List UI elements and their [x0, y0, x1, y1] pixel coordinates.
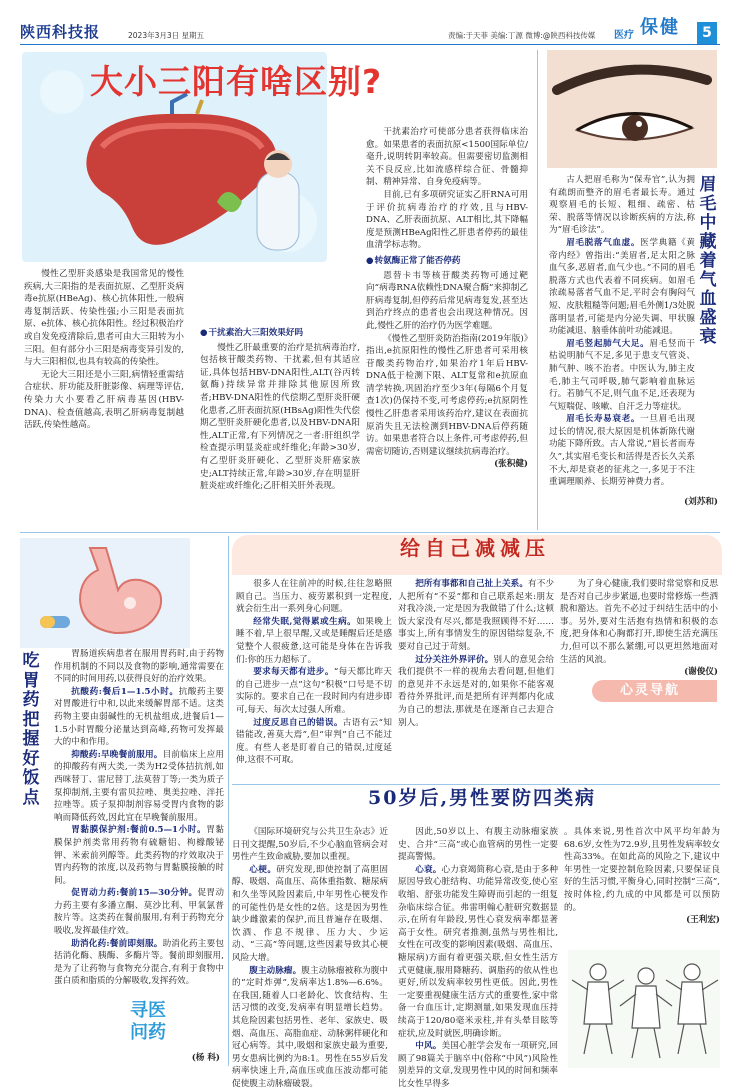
- men-col-2: 因此,50岁以上、有腹主动脉瘤家族史、合并“三高”或心血管病的男性一定要提高警惕。 心衰。心力衰竭简称心衰,是由于多种原因导致心脏结构、功能异常改变,使心室收缩、舒张功能发生障碍而引起的一组复杂临床综合征。弗雷明翰心脏研究数据显示,在所有年龄段,男性心衰发病率都显著高于女性。研究者推测,虽然与男性相比,女性在可改变的影响因素(吸烟、高血压、糖尿病)方面有着更强关联,但女性生活方式更健康,服用降糖药、调脂药的依从性也更好,所以发病率较男性更低。因此,男性一定要重视健康生活方式的重要性,家中常备一台血压计,定期测量,如果发现血压持续高于120/80毫米汞柱,并有头晕目眩等症状,应及时就医,明确诊断。 中风。美国心脏学会发布一项研究,回顾了98篇关于脑卒中(俗称“中风”)风险性别差异的文章,发现男性中风的时间和频率比女性早得多: [398, 827, 558, 1089]
- eyebrow-byline: (刘苏和): [684, 497, 718, 507]
- eyebrow-article-title: 眉毛中藏着气血盛衰: [699, 175, 717, 347]
- hepatitis-para: 干扰素治疗可使部分患者获得临床治愈。如果患者的表面抗原<1500国际单位/毫升,说明转阴率较高。但需要密切监测相关不良反应,比如流感样综合征、骨髓抑制、精神异常、自身免疫病等。: [366, 127, 528, 188]
- stomach-illustration: [20, 538, 190, 648]
- stress-byline: (谢俊仪): [684, 667, 718, 678]
- medicine-para: 胃黏膜保护剂:餐前0.5—1小时。胃黏膜保护剂类常用药物有硫糖铝、枸橼酸铋钾、米索前列醇等。此类药物的疗效取决于胃内药物的浓度,以及药物与胃黏膜接触的时间。: [54, 825, 224, 886]
- header-rule: [20, 44, 720, 45]
- medicine-article-title: 吃胃药把握好饭点: [22, 651, 40, 808]
- medicine-para: 促胃动力药:餐前15—30分钟。促胃动力药主要有多潘立酮、莫沙比利、甲氧氯普胺片等。这类药在餐前服用,有利于药物充分吸收,发挥最佳疗效。: [54, 888, 224, 937]
- stress-col-1: 很多人在往前冲的时候,往往忽略照顾自己。当压力、疲劳累积到一定程度,就会衍生出一系列身心问题。 经常失眠,觉得累或生病。如果晚上睡不着,早上很早醒,又或是睡醒后还是感觉整个人很疲惫,这可能是身体在告诉我们:你的压力超标了。 要求每天都有进步。“每天都比昨天的自己进步一点”这句“积极”口号是不切实际的。要求自己在一段时间内有进步即可,每天、每次太过强人所难。 过度反思自己的错误。古语有云“知错能改,善莫大焉”,但“审判”自己不能过度。有些人老是盯着自己的错误,过度延伸,这很不可取。: [236, 579, 392, 766]
- editor-credits: 责编:于天菲 美编:丁源 微博:@陕西科技传媒: [448, 31, 596, 40]
- hepatitis-para: 慢性乙型肝炎感染是我国常见的慢性疾病,大三阳指的是表面抗原、乙型肝炎病毒e抗原(HBeAg)、核心抗体阳性,一般病毒复制活跃、传染性强;小三阳是表面抗原、e抗体、核心抗体阳性。经过积极治疗或自发免疫清除后,患者可由大三阳转为小三阳。但有部分小三阳是病毒变异引发的,与大三阳相似,也具有较高的传染性。: [24, 269, 184, 368]
- hepatitis-para: 慢性乙肝最重要的治疗是抗病毒治疗,包括核苷酸类药物、干扰素,但有其适应证,具体包括HBV-DNA阳性,ALT(谷丙转氨酶)持续异常并排除其他原因所致者;HBV-DNA阳性的代偿期乙型肝炎肝硬化患者,乙肝表面抗原(HBsAg)阳性失代偿期乙型肝炎肝硬化患者,以及HBV-DNA阳性,ALT正常,有下列情况之一者:肝组织学检查提示明显炎症或纤维化;年龄>30岁,有乙型肝炎肝硬化、乙型肝炎肝癌家族史;ALT持续正常,年龄>30岁,存在明显肝脏炎症或纤维化;乙肝相关肝外表现。: [200, 342, 360, 492]
- column-divider: [228, 536, 229, 1066]
- article-title-hepatitis: 大小三阳有啥区别?: [90, 62, 383, 101]
- hepatitis-col-2: [200, 324, 360, 493]
- hepatitis-col-1: [24, 268, 184, 432]
- stress-col-3: 为了身心健康,我们要时常觉察和反思是否对自己步步紧逼,也要时常修炼一些洒脱和豁达。首先不必过于纠结生活中的小事。另外,要对生活抱有热情和积极的态度,把身体和心胸都打开,即使生活充满压力,但可以不那么紧绷,可以更坦然地面对生活的风浪。 (谢俊仪): [560, 579, 718, 678]
- medicine-body: [54, 648, 224, 988]
- hepatitis-para: 目前,已有多项研究证实乙肝RNA可用于评价抗病毒治疗的疗效,且与HBV-DNA、乙肝表面抗原、ALT相比,其下降幅度是预测HBeAg阳性乙肝患者停药的最佳血清学标志物。: [366, 189, 528, 251]
- eyebrow-para: 眉毛竖起肺气大足。眉毛竖而干枯说明肺气不足,多见于患支气管炎、肺气肿、咳不治者。中医认为,肺主皮毛,肺主气司呼吸,肺气影响着血脉运行。若肺气不足,则气血不足,还表现为气短喘促、咳嗽、自汗乏力等症状。: [549, 338, 695, 412]
- men-col-1: 《国际环境研究与公共卫生杂志》近日刊文提醒,50岁后,不少心脑血管病会对男性产生致命威胁,要加以重视。 心梗。研究发现,即使控制了高胆固醇、吸烟、高血压、高体重指数、糖尿病和久坐等风险因素后,中年男性心梗发作的可能性仍是女性的2倍。这是因为男性缺少雌激素的保护,而且普遍存在吸烟、饮酒、作息不规律、压力大、少运动、“三高”等问题,这些因素导致其心梗风险大增。 腹主动脉瘤。腹主动脉瘤被称为腹中的“定时炸弹”,发病率达1.8%—6.6%。在我国,随着人口老龄化、饮食结构、生活习惯的改变,发病率有明显增长趋势。其危险因素包括男性、老年、家族史、吸烟、高血压、高脂血症、动脉粥样硬化和冠心病等。其中,吸烟和家族史最为重要,男女患病比例约为8:1。男性在55岁后发病率快速上升,高血压或血压波动都可能促使腹主动脉瘤破裂。: [232, 827, 388, 1089]
- issue-date: 2023年3月3日 星期五: [128, 31, 205, 40]
- page-number: 5: [697, 22, 717, 44]
- section-divider: [20, 532, 720, 533]
- hepatitis-col-3: [366, 126, 528, 471]
- exercise-illustration: [568, 950, 720, 1068]
- eyebrow-para: 眉毛长寿易衰老。一旦眉毛出现过长的情况,很大原因是机体新陈代谢功能下降所致。古人常说,“眉长者而寿久”,其实眉毛变长和活得是否长久关系不大,却是衰老的征兆之一,多见于不注重调理顺养、长期劳神费力者。: [549, 414, 695, 488]
- masthead-logo: 陕西科技报: [20, 23, 101, 41]
- eyebrow-para: 眉毛脱落气血虚。医学典籍《黄帝内经》曾指出:“美眉者,足太阳之脉血气多,恶眉者,血气少也。”不同的眉毛脱落方式也代表着不同疾病。如眉毛浓疏易落者气血不足,平时会有胸闷气短、皮肤粗糙等问题;眉毛外侧1/3处脱落明显者,可能是内分泌失调、甲状腺功能减退、脑垂体前叶功能减退。: [549, 237, 695, 337]
- medicine-para: 抗酸药:餐后1—1.5小时。抗酸药主要对胃酸进行中和,以此来缓解胃部不适。这类药物主要由弱碱性的无机盐组成,进餐后1—1.5小时胃酸分泌量达到高峰,药物可发挥最大的中和作用。: [54, 686, 224, 748]
- hepatitis-subhead: ● 转氨酶正常了能否停药: [366, 255, 528, 268]
- hepatitis-para: 《慢性乙型肝炎防治指南(2019年版)》指出,e抗原阳性的慢性乙肝患者可采用核苷酸类药物治疗,如果治疗1年后HBV-DNA低于检测下限、ALT复常和e抗原血清学转换,巩固治疗至少3年(每隔6个月复查1次)仍保持不变,可考虑停药;e抗原阴性慢性乙肝患者采用该药治疗,建议在表面抗原消失且无法检测到HBV-DNA后停药随访。如果患者符合以上条件,可考虑停药,但需密切随访,否则建议继续抗病毒治疗。: [366, 333, 528, 457]
- hepatitis-subhead: ● 干扰素治大三阳效果好吗: [200, 327, 360, 340]
- medicine-para: 助消化药:餐前即刻服。助消化药主要包括消化酶、胰酶、多酶片等。餐前即刻服用,是为了让药物与食物充分混合,有利于食物中蛋白质和脂质的分解吸收,发挥药效。: [54, 938, 224, 987]
- medicine-byline: (杨 科): [191, 1053, 220, 1063]
- men-para-continued: 。具体来说,男性首次中风平均年龄为68.6岁,女性为72.9岁,且男性发病率较女性高33%。在如此高的风险之下,建议中年男性一定要控制危险因素,只要保证良好的生活习惯,平衡身心,同时控制“三高”,按时体检,约九成的中风都是可以预防的。: [564, 827, 720, 913]
- eyebrow-byline-box: [640, 496, 718, 509]
- page-header: [0, 0, 735, 46]
- eyebrow-lead: 眉毛长寿易衰老。: [566, 414, 641, 425]
- stomach-icon: [20, 538, 190, 648]
- hepatitis-byline: (张积健): [494, 459, 528, 470]
- section-tag-small: 医疗: [614, 30, 634, 41]
- eye-icon: [547, 50, 717, 168]
- stress-col-2: 把所有事都和自己扯上关系。有不少人把所有“不妥”都和自己联系起来:朋友对我冷淡,一定是因为我做错了什么;这顿饭大家没有尽兴,都是我照顾得不好……事实上,所有事情发生的原因错综复杂,不要对自己过于苛刻。 过分关注外界评价。别人的意见会给我们提供不一样的视角去看问题,但他们的意见并不永远是对的,如果你不能客观看待外界批评,而是把所有评判都内化成为自己的想法,那就是在逐渐自己去迎合别人。: [398, 579, 554, 728]
- tai-chi-icon: [568, 950, 720, 1068]
- hepatitis-para: 恩替卡韦等核苷酸类药物可通过靶向“病毒RNA依赖性DNA聚合酶”来抑制乙肝病毒复制,但停药后常见病毒复发,甚至达到治疗终点的患者也会出现这种情况。因此,慢性乙肝的治疗仍为医学难题。: [366, 270, 528, 331]
- column-divider: [537, 50, 538, 530]
- section-tag-big: 保健: [640, 17, 680, 38]
- mind-navigation-tag: 心灵导航: [592, 680, 717, 702]
- eyebrow-para: 古人把眉毛称为“保寿官”,认为拥有疏朗而整齐的眉毛者最长寿。通过观察眉毛的长短、粗细、疏密、枯荣、脱落等情况以诊断疾病的方法,称为“眉毛诊法”。: [549, 175, 695, 236]
- men-article-title: 50岁后,男性要防四类病: [368, 787, 597, 809]
- medicine-para: 胃肠道疾病患者在服用胃药时,由于药物作用机制的不同以及食物的影响,通常需要在不同的时间用药,以获得良好的治疗效果。: [54, 649, 224, 685]
- men-col-3: [564, 826, 720, 927]
- hepatitis-para: 无论大三阳还是小三阳,病情轻重需结合症状、肝功能及肝脏影像、病理等评估,传染力大小要看乙肝病毒基因(HBV-DNA)、检查值越高,表明乙肝病毒复制越活跃,传染性越高。: [24, 369, 184, 431]
- eyebrow-lead: 眉毛脱落气血虚。: [566, 237, 641, 248]
- medicine-para: 抑酸药:早晚餐前服用。目前临床上应用的抑酸药有两大类,一类为H2受体拮抗剂,如西咪替丁、雷尼替丁,法莫替丁等;一类为质子泵抑制剂,主要有雷贝拉唑、奥美拉唑、泮托拉唑等。质子泵抑制剂容易受胃内食物的影响而降低药效,因此宜在早晚餐前服用。: [54, 749, 224, 823]
- eyebrow-lead: 眉毛竖起肺气大足。: [566, 338, 650, 349]
- men-byline: (王利宏): [686, 915, 720, 926]
- eyebrow-body: [549, 174, 695, 489]
- stress-article-title: 给自己减减压: [400, 536, 550, 560]
- eyebrow-photo: [547, 50, 717, 168]
- section-divider: [232, 784, 720, 785]
- ask-doctor-tag: 寻医 问药: [130, 1000, 166, 1043]
